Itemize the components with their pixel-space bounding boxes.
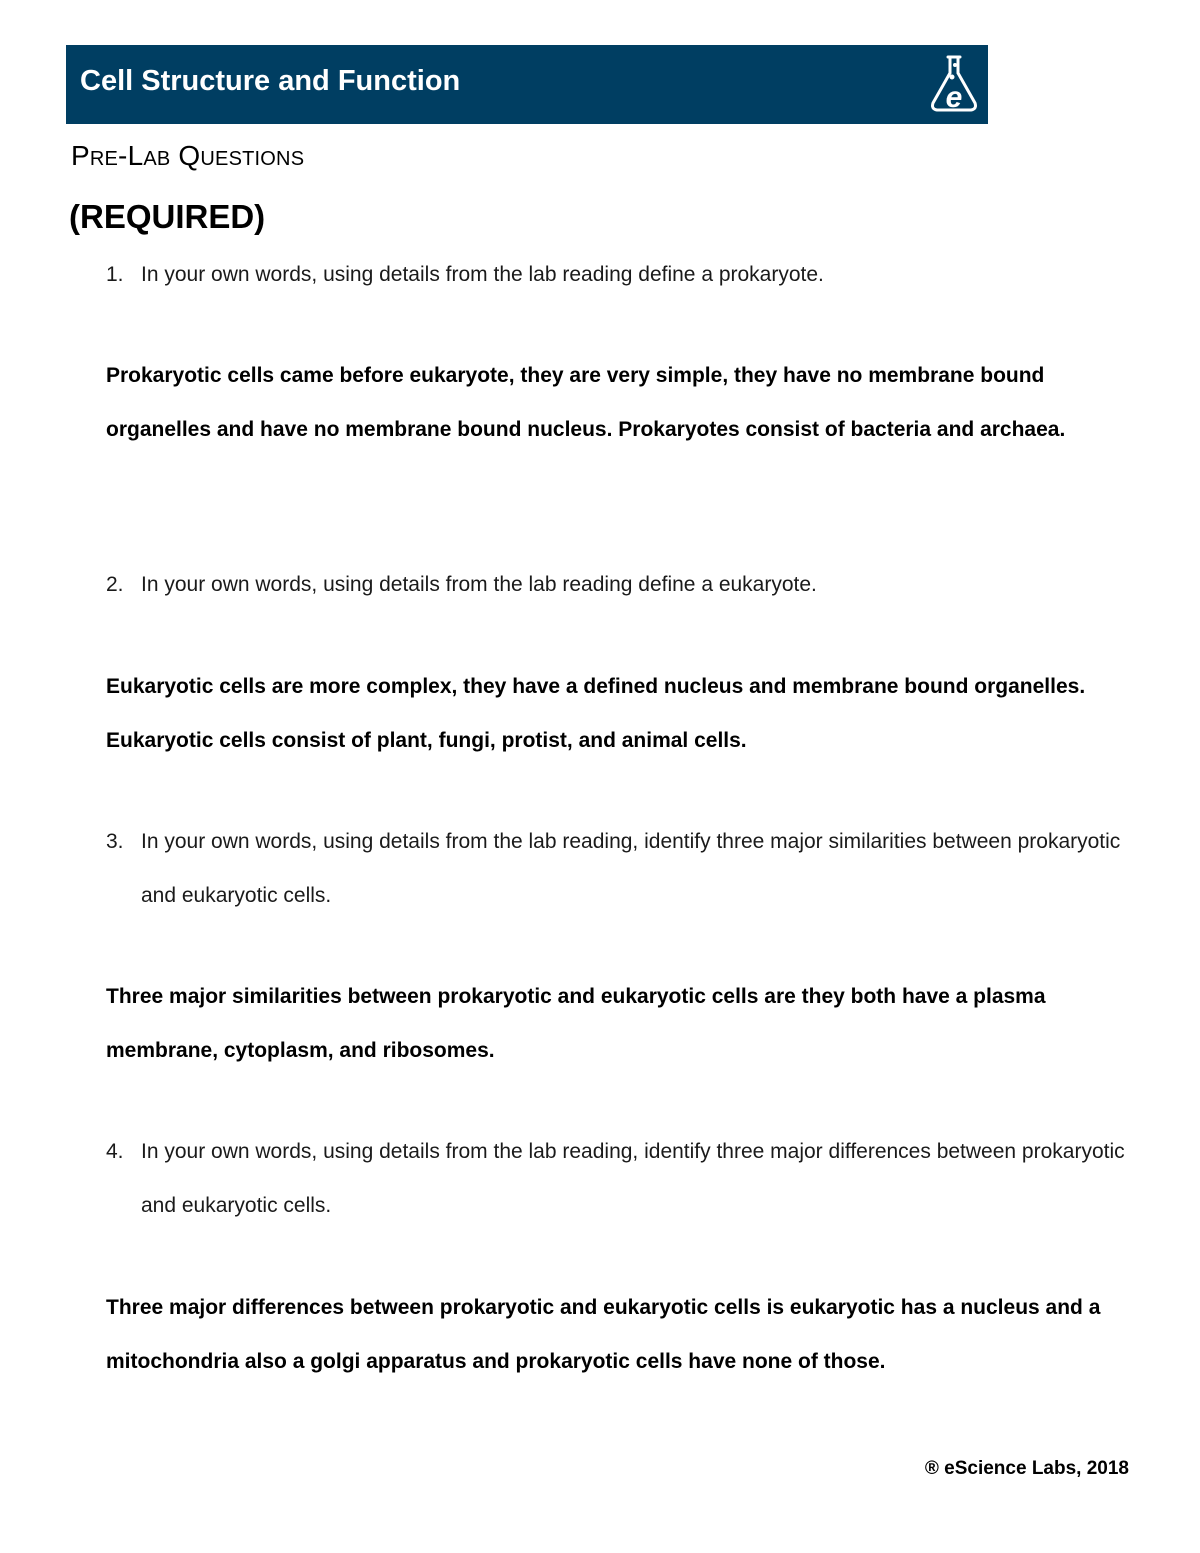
answer-3: Three major similarities between prokaryotic and eukaryotic cells are they both have a plasma membrane, cytoplasm, and ribosomes. <box>106 985 1046 1062</box>
question-4 <box>106 1125 1136 1233</box>
question-text: In your own words, using details from the lab reading define a eukaryote. <box>141 573 817 596</box>
logo-letter: e <box>945 81 963 114</box>
answer-1: Prokaryotic cells came before eukaryote, they are very simple, they have no membrane bound organelles and have no membrane bound nucleus. Prokaryotes consist of bacteria and archaea. <box>106 364 1066 441</box>
question-text: In your own words, using details from the lab reading define a prokaryote. <box>141 263 824 286</box>
question-number: 1. <box>106 263 124 286</box>
document-title: Cell Structure and Function <box>80 65 461 97</box>
question-text: In your own words, using details from the lab reading, identify three major differences between prokaryotic and eukaryotic cells. <box>141 1140 1125 1217</box>
question-2 <box>106 558 1136 612</box>
question-number: 3. <box>106 830 124 853</box>
section-heading: Pre-Lab Questions <box>71 140 305 171</box>
question-3 <box>106 815 1136 923</box>
copyright-footer: ® eScience Labs, 2018 <box>924 1458 1129 1479</box>
answer-2: Eukaryotic cells are more complex, they have a defined nucleus and membrane bound organelles. Eukaryotic cells consist of plant, fungi, protist, and animal cells. <box>106 675 1086 752</box>
question-text: In your own words, using details from the lab reading, identify three major similarities between prokaryotic and eukaryotic cells. <box>141 830 1121 907</box>
question-number: 2. <box>106 573 124 596</box>
required-label: (REQUIRED) <box>69 198 266 235</box>
header-banner <box>66 45 988 124</box>
question-number: 4. <box>106 1140 124 1163</box>
answer-4: Three major differences between prokaryotic and eukaryotic cells is eukaryotic has a nucleus and a mitochondria also a golgi apparatus and prokaryotic cells have none of those. <box>106 1296 1101 1373</box>
escience-flask-logo-icon <box>928 53 980 115</box>
question-1 <box>106 248 1136 302</box>
